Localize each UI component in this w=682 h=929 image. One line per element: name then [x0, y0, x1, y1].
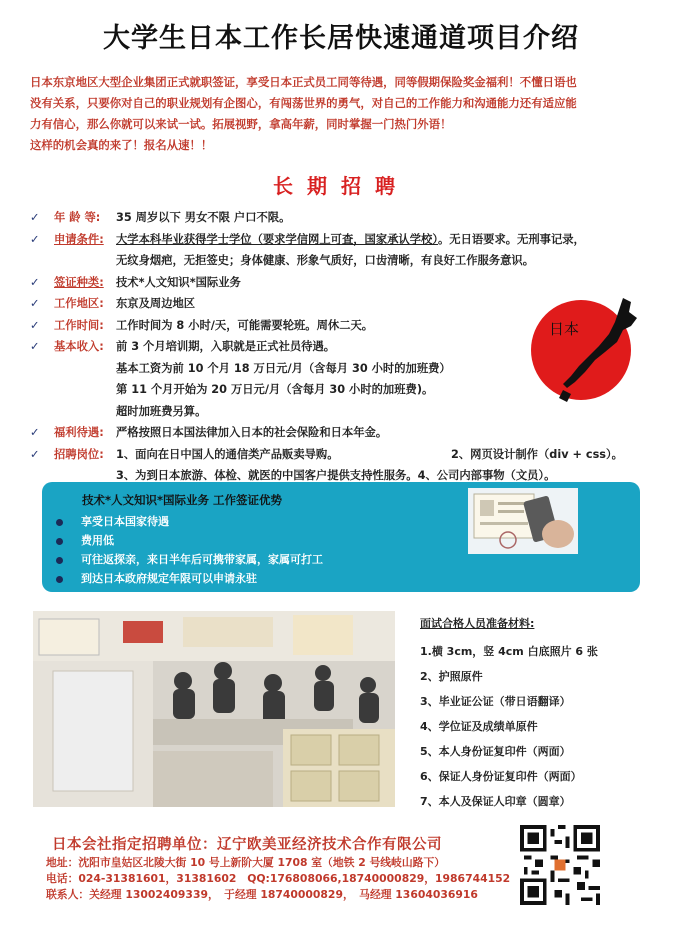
red-sun-icon: [531, 300, 631, 400]
list-item: 2、护照原件: [420, 670, 483, 683]
req-label: 年 龄 等:: [54, 211, 101, 224]
list-item: 6、保证人身份证复印件（两面）: [420, 770, 582, 783]
bullet-icon: [56, 557, 63, 564]
contact-address: 地址：沈阳市皇姑区北陵大街 10 号上新阶大厦 1708 室（地铁 2 号线岐山路下）: [46, 856, 446, 869]
check-icon: ✓: [30, 232, 40, 246]
list-item: 3、毕业证公证（带日语翻译）: [420, 695, 571, 708]
req-positions: [30, 444, 670, 466]
req-value: [116, 444, 670, 466]
advantages-title: 技术*人文知识*国际业务 工作签证优势: [82, 493, 283, 507]
check-icon: ✓: [30, 426, 40, 439]
check-icon: ✓: [30, 297, 40, 310]
req-label: 福利待遇:: [54, 426, 104, 439]
req-age: [30, 207, 670, 229]
list-item: 1.横 3cm，竖 4cm 白底照片 6 张: [420, 645, 598, 658]
req-label: 申请条件:: [54, 232, 104, 246]
req-value: 技术*人文知识*国际业务: [116, 275, 241, 289]
visa-stamp-image: [468, 488, 578, 554]
position-item: 4、公司内部事物（文员）。: [417, 469, 556, 482]
intro-paragraph: [30, 72, 658, 156]
page-title: 大学生日本工作长居快速通道项目介绍: [103, 23, 579, 54]
req-value-rest: 。无日语要求。无刑事记录，: [437, 232, 585, 246]
req-label: 签证种类:: [54, 275, 104, 289]
training-photo: [33, 611, 395, 807]
check-icon: ✓: [30, 447, 40, 461]
intro-line: 日本东京地区大型企业集团正式就职签证，享受日本正式员工同等待遇，同等假期保险奖金福利！不懂日语也: [30, 75, 577, 89]
req-conditions-line2: 无纹身烟疤，无拒签史；身体健康、形象气质好，口齿清晰，有良好工作服务意识。: [116, 254, 534, 267]
list-item: 费用低: [56, 531, 323, 550]
income-line: 第 11 个月开始为 20 万日元/月（含每月 30 小时的加班费)。: [116, 383, 434, 396]
income-line: 基本工资为前 10 个月 18 万日元/月（含每月 30 小时的加班费）: [116, 361, 451, 375]
check-icon: ✓: [30, 318, 40, 332]
advantages-list: [56, 512, 323, 588]
req-value-underlined: 大学本科毕业获得学士学位（要求学信网上可查，国家承认学校）: [116, 232, 438, 246]
materials-title: 面试合格人员准备材料:: [420, 617, 535, 630]
req-value: 工作时间为 8 小时/天，可能需要轮班。周休二天。: [116, 318, 374, 332]
req-welfare: [30, 422, 670, 444]
position-item: 2、网页设计制作（div + css）。: [451, 447, 623, 461]
recruit-heading: 长期招聘: [273, 174, 409, 198]
company-name: 日本会社指定招聘单位：辽宁欧美亚经济技术合作有限公司: [52, 837, 442, 853]
list-item: 4、学位证及成绩单原件: [420, 720, 538, 733]
list-item: 可往返探亲，来日半年后可携带家属，家属可打工: [56, 550, 323, 569]
bullet-icon: [56, 576, 63, 583]
contact-phone: 电话：024-31381601，31381602 QQ:176808066,18740000829，1986744152: [46, 872, 511, 885]
req-label: 基本收入:: [54, 340, 104, 353]
req-value: 严格按照日本国法律加入日本的社会保险和日本年金。: [116, 426, 388, 439]
sun-text: 日本: [549, 320, 580, 338]
contact-people: 联系人：关经理 13002409339， 于经理 18740000829， 马经理 13604036916: [46, 888, 478, 901]
req-value: 35 周岁以下 男女不限 户口不限。: [116, 211, 291, 224]
intro-line: 力有信心，那么你就可以来试一试。拓展视野，拿高年薪，同时掌握一门热门外语！: [30, 117, 452, 131]
japan-map-illustration: [519, 290, 669, 410]
req-value: [116, 229, 670, 251]
req-value: 前 3 个月培训期，入职就是正式社员待遇。: [116, 340, 336, 353]
req-label: 招聘岗位:: [54, 447, 104, 461]
list-item: 7、本人及保证人印章（圆章）: [420, 795, 571, 808]
intro-line: 这样的机会真的来了！报名从速！！: [30, 138, 213, 152]
req-label: 工作时间:: [54, 318, 104, 332]
materials-list: [420, 615, 670, 814]
list-item: 享受日本国家待遇: [56, 512, 323, 531]
list-item: 到达日本政府规定年限可以申请永驻: [56, 569, 323, 588]
income-line: 超时加班费另算。: [116, 404, 207, 418]
check-icon: ✓: [30, 211, 40, 224]
req-value: 东京及周边地区: [116, 297, 196, 310]
check-icon: ✓: [30, 275, 40, 289]
bullet-icon: [56, 538, 63, 545]
list-item: 5、本人身份证复印件（两面）: [420, 745, 571, 758]
intro-line: 没有关系，只要你对自己的职业规划有企图心，有闯荡世界的勇气，对自己的工作能力和沟通能力还有适应能: [30, 96, 577, 110]
qr-code-icon[interactable]: [520, 825, 600, 905]
req-label: 工作地区:: [54, 297, 104, 310]
position-item: 3、为到日本旅游、体检、就医的中国客户提供支持性服务。: [116, 469, 418, 482]
req-conditions: [30, 229, 670, 251]
contact-info: [46, 855, 510, 903]
check-icon: ✓: [30, 340, 40, 353]
bullet-icon: [56, 519, 63, 526]
position-item: 1、面向在日中国人的通信类产品贩卖导购。: [116, 447, 339, 461]
